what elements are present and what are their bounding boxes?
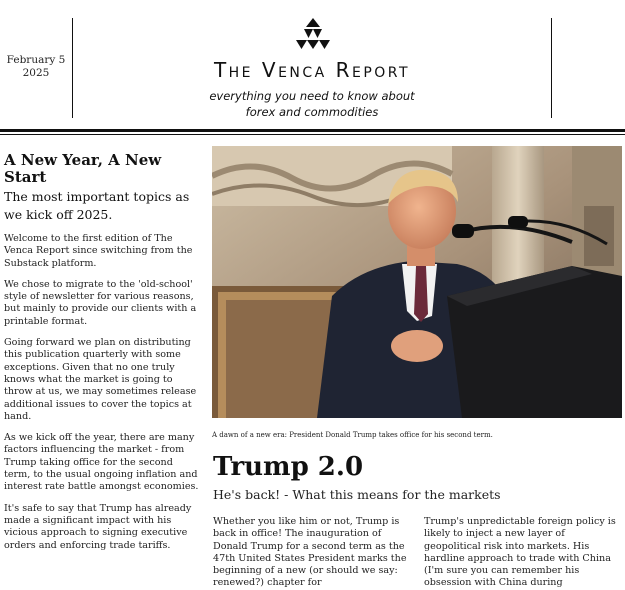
main-article-column-1: Whether you like him or not, Trump is back in office! The inauguration of Donald Trump for a second term as the 47th United States President marks the beginning of a new (or should we say: renewed?) chapter for — [213, 516, 407, 589]
masthead-rule-thin — [0, 134, 625, 135]
publication-tagline — [72, 88, 552, 120]
intro-subheadline: The most important topics as we kick off 2025. — [4, 189, 190, 222]
intro-paragraph: As we kick off the year, there are many factors influencing the market - from Trump taking office for the second term, to the usual ongoing inflation and interest rate battle amongst economies. — [4, 432, 199, 493]
masthead-rule-thick — [0, 129, 625, 132]
intro-paragraph: We chose to migrate to the 'old-school' style of newsletter for various reasons, but mainly to provide our clients with a printable format. — [4, 278, 197, 327]
intro-paragraph: Going forward we plan on distributing this publication quarterly with some exceptions. Given that no one truly knows what the market is going to throw at us, we may sometimes release additional issues to cover the topics at hand. — [4, 337, 197, 422]
inauguration-photo-illustration — [212, 146, 622, 418]
main-subheadline: He's back! - What this means for the markets — [213, 487, 501, 502]
venca-logo-icon — [295, 16, 331, 52]
tagline-line-2: forex and commodities — [245, 105, 379, 119]
publication-title: The Venca Report — [213, 58, 411, 82]
tagline-line-1: everything you need to know about — [209, 89, 415, 103]
intro-article — [4, 152, 202, 561]
issue-date — [0, 54, 72, 80]
photo-caption: A dawn of a new era: President Donald Trump takes office for his second term. — [212, 431, 493, 439]
issue-date-day: February 5 — [6, 54, 66, 66]
main-article-column-2: Trump's unpredictable foreign policy is likely to inject a new layer of geopolitical risk into markets. His hardline approach to trade with China (I'm sure you can remember his obsession with China during — [424, 516, 616, 589]
intro-paragraph: It's safe to say that Trump has already made a significant impact with his vicious approach to signing executive orders and enforcing trade tariffs. — [4, 502, 192, 551]
intro-headline: A New Year, A New Start — [4, 151, 162, 186]
issue-date-year: 2025 — [22, 67, 50, 79]
main-headline: Trump 2.0 — [213, 452, 364, 482]
inauguration-photo — [212, 146, 622, 418]
intro-paragraph: Welcome to the first edition of The Venca Report since switching from the Substack platform. — [4, 233, 193, 269]
